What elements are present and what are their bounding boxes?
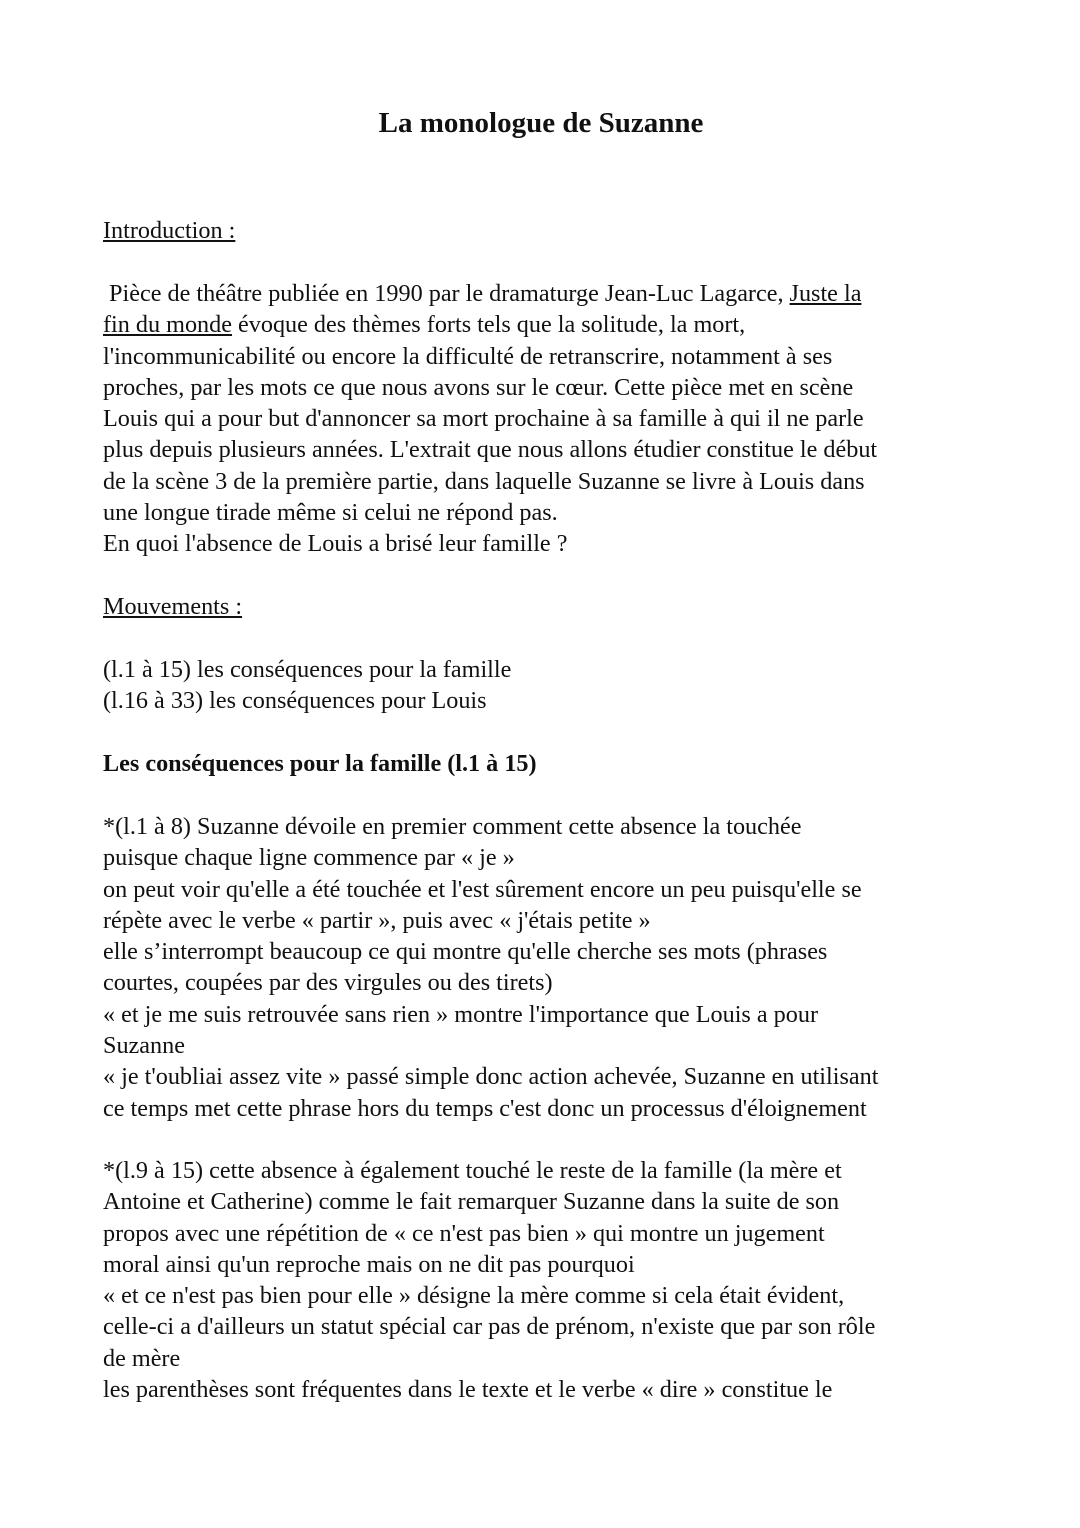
section-line: les parenthèses sont fréquentes dans le texte et le verbe « dire » constitue le <box>103 1376 833 1404</box>
book-title-part-1: Juste la <box>789 280 862 307</box>
section-line: ce temps met cette phrase hors du temps c'est donc un processus d'éloignement <box>103 1094 867 1122</box>
intro-line: Louis qui a pour but d'annoncer sa mort prochaine à sa famille à qui il ne parle <box>103 405 864 433</box>
mouvements-heading: Mouvements : <box>103 593 243 620</box>
intro-line: de la scène 3 de la première partie, dans laquelle Suzanne se livre à Louis dans <box>103 467 865 495</box>
mouvement-item: (l.16 à 33) les conséquences pour Louis <box>103 687 487 715</box>
intro-line: l'incommunicabilité ou encore la difficulté de retranscrire, notamment à ses <box>103 342 833 370</box>
section-line: *(l.9 à 15) cette absence à également touché le reste de la famille (la mère et <box>103 1157 842 1184</box>
mouvements-heading-block <box>103 591 983 622</box>
section-line: répète avec le verbe « partir », puis avec « j'étais petite » <box>103 906 651 934</box>
section-line: « je t'oubliai assez vite » passé simple donc action achevée, Suzanne en utilisant <box>103 1063 879 1091</box>
section-line: *(l.1 à 8) Suzanne dévoile en premier comment cette absence la touchée <box>103 813 802 840</box>
intro-line-1 <box>103 278 983 309</box>
intro-line-2 <box>103 309 983 340</box>
section-line: propos avec une répétition de « ce n'est pas bien » qui montre un jugement <box>103 1219 825 1247</box>
section-line: Suzanne <box>103 1032 185 1060</box>
intro-heading: Introduction : <box>103 217 236 244</box>
section-line: elle s’interrompt beaucoup ce qui montre qu'elle cherche ses mots (phrases <box>103 938 828 966</box>
intro-paragraph <box>103 278 983 560</box>
section-line: moral ainsi qu'un reproche mais on ne dit pas pourquoi <box>103 1250 635 1278</box>
section-line: celle-ci a d'ailleurs un statut spécial car pas de prénom, n'existe que par son rôle <box>103 1313 876 1341</box>
section-line: de mère <box>103 1344 181 1372</box>
section-part-1 <box>103 811 983 1124</box>
section-part-2 <box>103 1155 983 1405</box>
section-line: « et je me suis retrouvée sans rien » montre l'importance que Louis a pour <box>103 1000 818 1028</box>
intro-heading-block <box>103 215 983 246</box>
mouvement-item: (l.1 à 15) les conséquences pour la famille <box>103 656 512 683</box>
document-title: La monologue de Suzanne <box>378 107 704 139</box>
section-line: on peut voir qu'elle a été touchée et l'est sûrement encore un peu puisqu'elle se <box>103 875 862 903</box>
mouvements-list <box>103 654 983 717</box>
section-line: puisque chaque ligne commence par « je » <box>103 844 515 872</box>
intro-line: plus depuis plusieurs années. L'extrait que nous allons étudier constitue le début <box>103 436 878 464</box>
intro-line-2-text: évoque des thèmes forts tels que la solitude, la mort, <box>231 311 746 339</box>
section-heading-block <box>103 748 983 779</box>
intro-line: une longue tirade même si celui ne répond pas. <box>103 499 558 527</box>
intro-line: proches, par les mots ce que nous avons sur le cœur. Cette pièce met en scène <box>103 373 854 401</box>
section-line: Antoine et Catherine) comme le fait remarquer Suzanne dans la suite de son <box>103 1188 840 1216</box>
section-line: courtes, coupées par des virgules ou des tirets) <box>103 969 553 997</box>
intro-line-1-text: Pièce de théâtre publiée en 1990 par le dramaturge Jean-Luc Lagarce, <box>103 280 790 307</box>
intro-question: En quoi l'absence de Louis a brisé leur famille ? <box>103 530 568 558</box>
section-line: « et ce n'est pas bien pour elle » désigne la mère comme si cela était évident, <box>103 1282 845 1310</box>
section-heading: Les conséquences pour la famille (l.1 à 15) <box>103 750 537 777</box>
book-title-part-2: fin du monde <box>103 311 232 339</box>
